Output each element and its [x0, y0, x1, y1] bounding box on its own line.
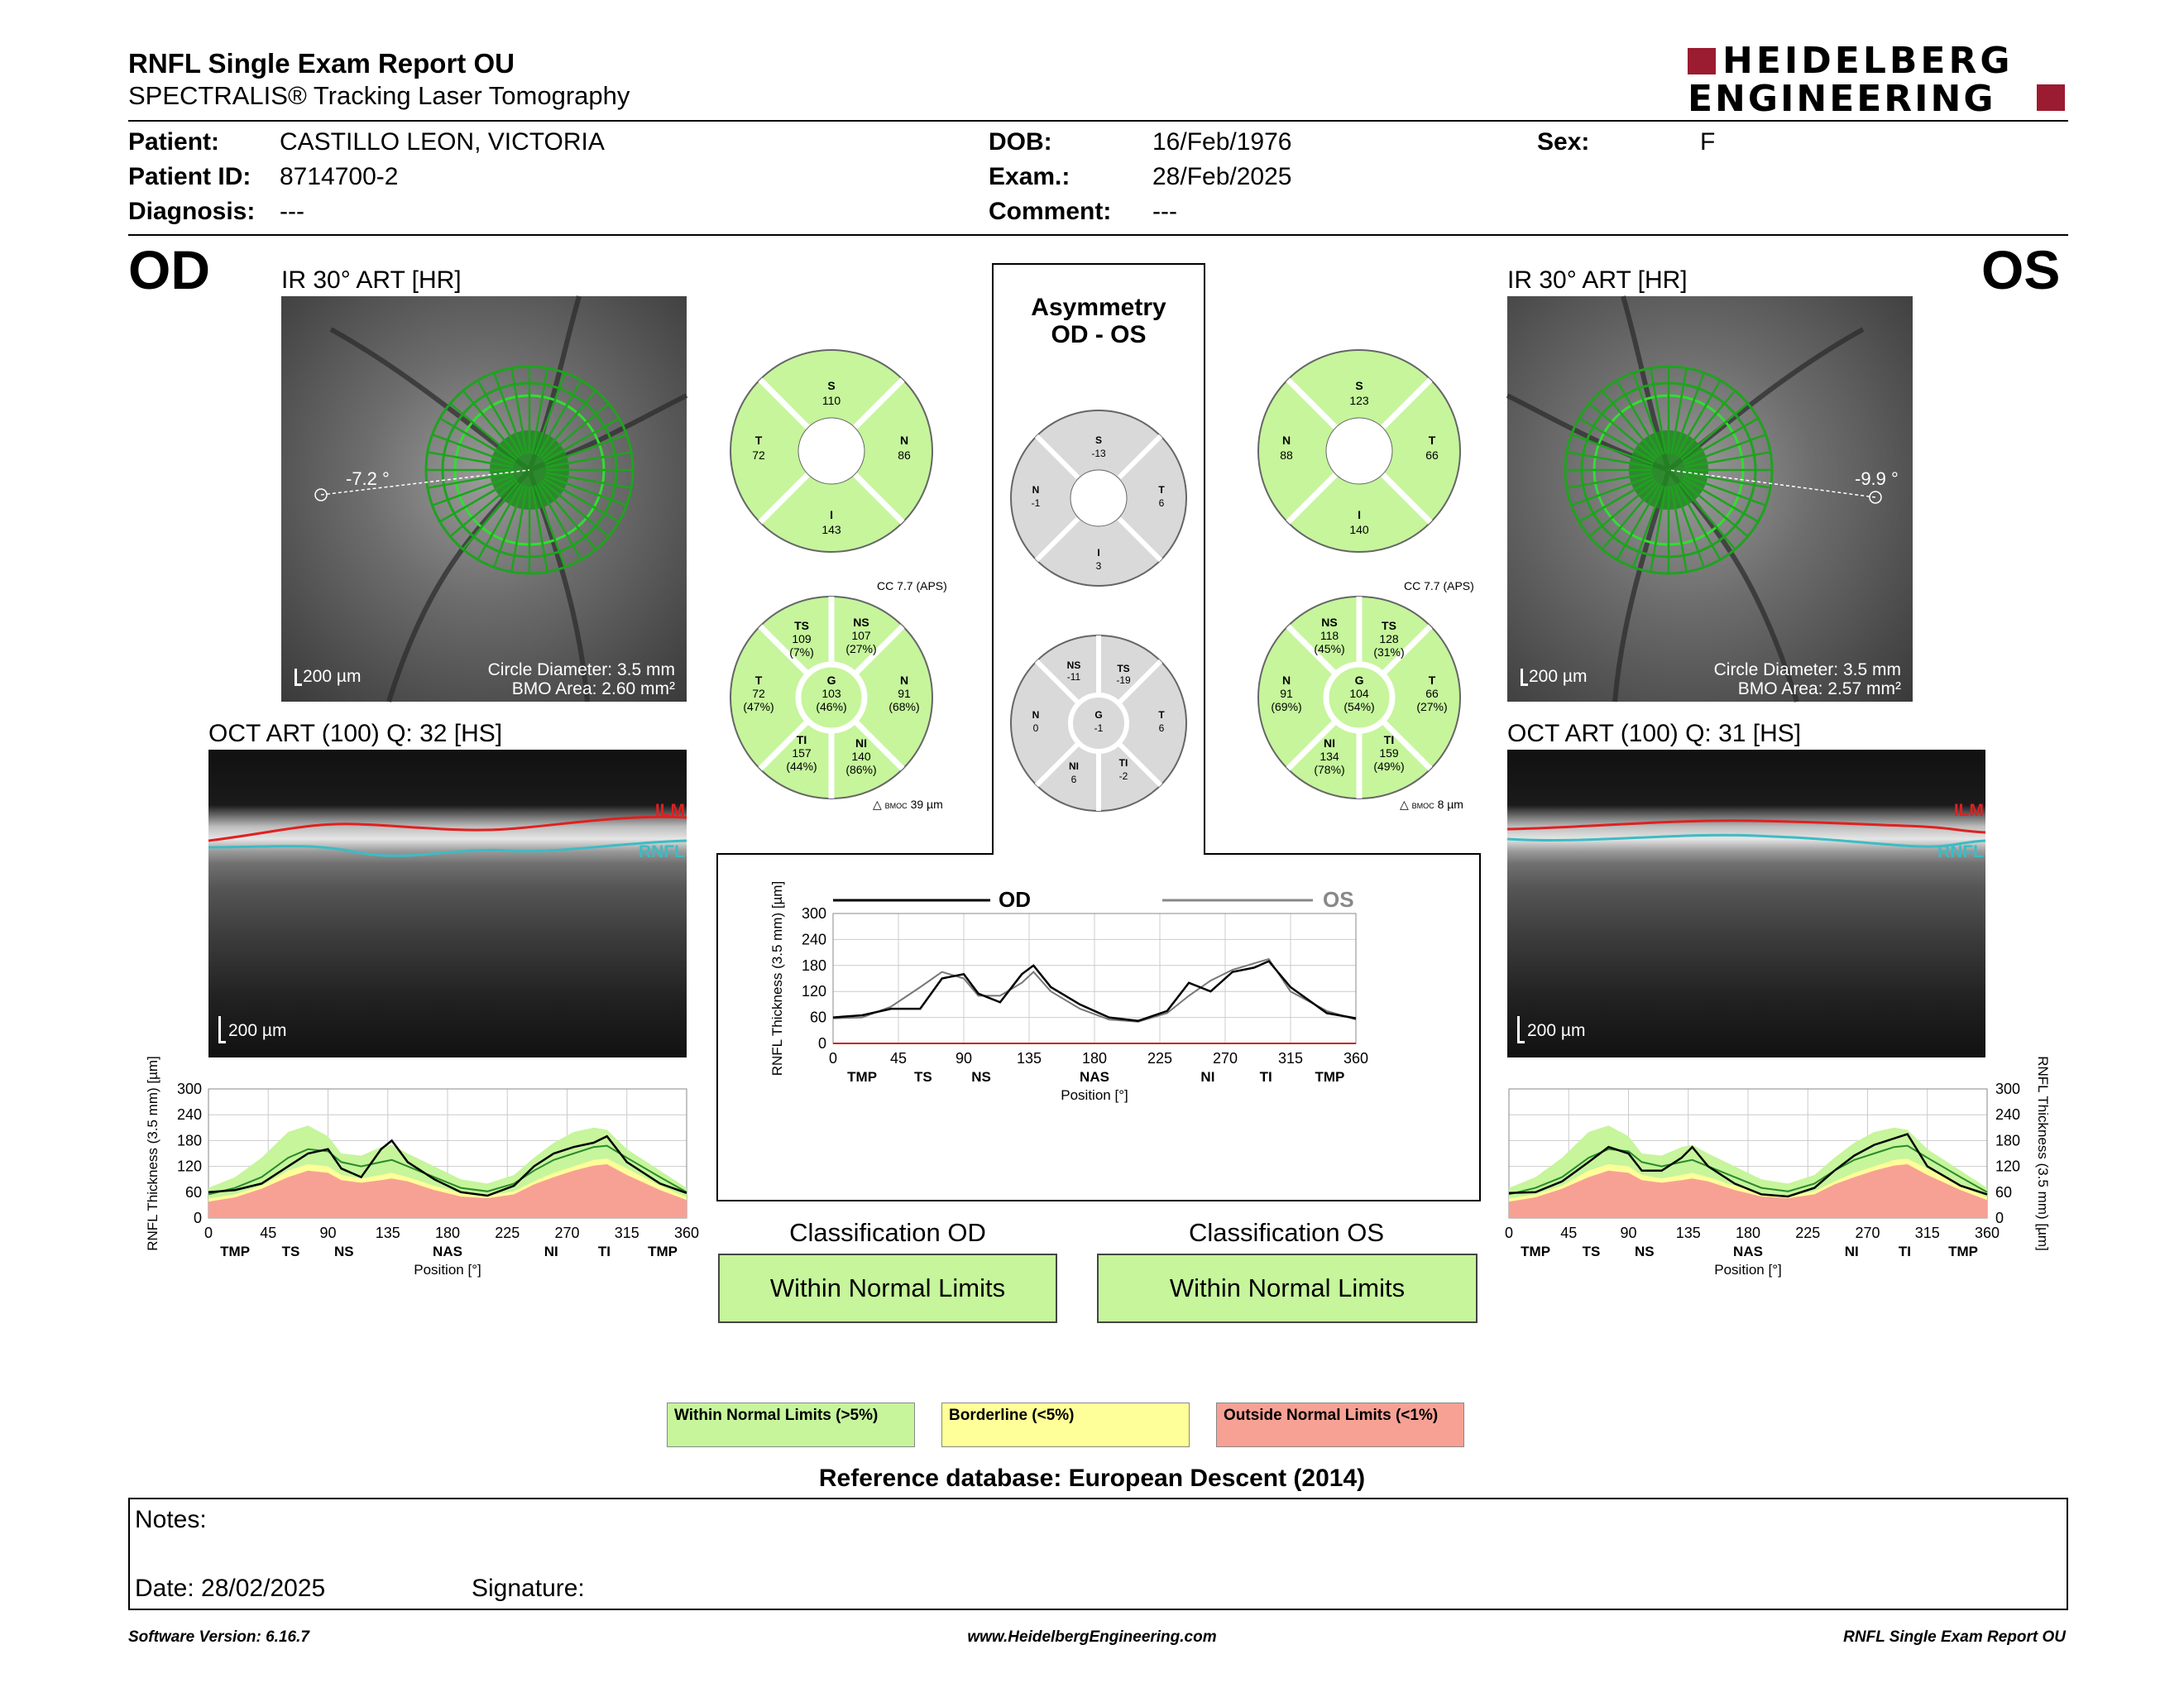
- region-label: TS: [281, 1244, 300, 1259]
- logo-square-top: [1688, 48, 1716, 74]
- asym-s-n-value: 0: [1032, 722, 1039, 734]
- region-label: NAS: [1080, 1069, 1109, 1085]
- os-q-i-label: I: [1358, 508, 1361, 521]
- os-s-ni-pct: (78%): [1314, 763, 1345, 776]
- od-s-ni-label: NI: [855, 736, 867, 750]
- od-ilm-line: [208, 817, 687, 841]
- y-tick-label: 240: [1995, 1106, 2021, 1124]
- y-axis-label: RNFL Thickness (3.5 mm) [µm]: [769, 880, 785, 1077]
- od-bmoc-triangle-icon: △: [873, 798, 882, 811]
- region-label: TMP: [1315, 1069, 1345, 1085]
- asym-q-s-label: S: [1094, 434, 1103, 446]
- x-tick-label: 225: [1147, 1050, 1173, 1067]
- os-s-ti-value: 159: [1379, 746, 1399, 760]
- heidelberg-logo: [1688, 40, 2068, 120]
- od-s-ns-pct: (27%): [845, 642, 877, 655]
- diagnosis-label: Diagnosis:: [128, 198, 256, 225]
- od-s-ni-pct: (86%): [845, 763, 877, 776]
- y-tick-label: 0: [193, 1210, 202, 1226]
- os-oct-image: [1507, 750, 1985, 1057]
- os-ilm-label: ILM: [1953, 801, 1984, 820]
- od-rnfl-line: [208, 841, 687, 856]
- os-oct-scale: 200 µm: [1527, 1021, 1586, 1040]
- od-scale-bar: [295, 669, 302, 686]
- os-s-g-label: G: [1354, 674, 1364, 687]
- sex-value: F: [1700, 128, 1716, 156]
- x-tick-label: 315: [1277, 1050, 1304, 1067]
- region-label: NAS: [433, 1244, 462, 1259]
- od-bmoc-word: BMOC: [884, 802, 908, 810]
- os-s-ni-value: 134: [1320, 750, 1339, 763]
- footer-report: RNFL Single Exam Report OU: [1843, 1628, 2066, 1646]
- y-tick-label: 180: [176, 1132, 202, 1149]
- report-title: RNFL Single Exam Report OU: [128, 48, 515, 79]
- x-tick-label: 90: [955, 1050, 973, 1067]
- asym-s-t-label: T: [1158, 709, 1165, 721]
- x-tick-label: 360: [1343, 1050, 1369, 1067]
- od-q-t-value: 72: [752, 448, 765, 462]
- od-q-s-value: 110: [821, 394, 841, 407]
- asym-s-ns-value: -11: [1066, 671, 1081, 683]
- x-tick-label: 0: [204, 1225, 213, 1241]
- asym-s-ti-value: -2: [1118, 770, 1128, 782]
- od-s-ns-value: 107: [851, 629, 871, 642]
- od-scale-text: 200 µm: [303, 667, 362, 686]
- os-s-ns-pct: (45%): [1314, 642, 1345, 655]
- x-tick-label: 180: [434, 1225, 461, 1241]
- od-s-t-value: 72: [752, 687, 765, 700]
- legend-within: Within Normal Limits (>5%): [667, 1403, 915, 1447]
- od-s-ni-value: 140: [851, 750, 871, 763]
- y-tick-label: 60: [1995, 1183, 2013, 1201]
- region-label: NI: [1844, 1244, 1859, 1259]
- date-label: Date: 28/02/2025: [135, 1575, 326, 1602]
- region-label: TMP: [220, 1244, 251, 1259]
- os-rnfl-label: RNFL: [1937, 842, 1984, 861]
- x-tick-label: 180: [1735, 1225, 1761, 1241]
- od-s-ts-pct: (7%): [789, 645, 814, 659]
- os-bmoc-word: BMOC: [1411, 802, 1434, 810]
- patient-id-value: 8714700-2: [280, 163, 399, 190]
- os-s-ti-label: TI: [1383, 733, 1395, 746]
- asym-s-g-value: -1: [1094, 722, 1104, 734]
- os-ir-title: IR 30° ART [HR]: [1507, 266, 1688, 294]
- legend-outside: Outside Normal Limits (<1%): [1216, 1403, 1464, 1447]
- x-tick-label: 0: [828, 1050, 838, 1067]
- asym-s-t-value: 6: [1158, 722, 1165, 734]
- notes-label: Notes:: [135, 1506, 207, 1533]
- dob-label: DOB:: [989, 128, 1052, 156]
- asym-sector-circle: [1008, 632, 1190, 814]
- os-s-t-value: 66: [1425, 687, 1439, 700]
- os-s-n-value: 91: [1280, 687, 1293, 700]
- region-label: NS: [971, 1069, 991, 1085]
- y-tick-label: 60: [184, 1183, 202, 1201]
- od-oct-scale: 200 µm: [228, 1021, 287, 1040]
- y-tick-label: 120: [1995, 1158, 2021, 1175]
- od-bmoc-value: 39 µm: [910, 798, 943, 811]
- os-q-n-value: 88: [1280, 448, 1293, 462]
- os-q-t-label: T: [1428, 434, 1436, 447]
- os-fundus-overlay: [1507, 296, 1913, 702]
- y-axis-label: RNFL Thickness (3.5 mm) [µm]: [2035, 1056, 2051, 1251]
- y-tick-label: 240: [176, 1106, 202, 1124]
- os-oct-title: OCT ART (100) Q: 31 [HS]: [1507, 720, 1802, 747]
- logo-line1: HEIDELBERG: [1722, 40, 2014, 82]
- x-axis-label: Position [°]: [1061, 1087, 1128, 1103]
- os-rnfl-chart: [1497, 1056, 2060, 1312]
- patient-value: CASTILLO LEON, VICTORIA: [280, 128, 605, 156]
- logo-line2: ENGINEERING: [1688, 78, 1996, 120]
- region-label: TI: [597, 1244, 611, 1259]
- asym-s-ni-label: NI: [1069, 760, 1079, 772]
- x-axis-label: Position [°]: [1714, 1262, 1782, 1278]
- y-tick-label: 180: [801, 957, 826, 974]
- od-s-ti-pct: (44%): [786, 760, 817, 773]
- patient-id-label: Patient ID:: [128, 163, 251, 190]
- od-ir-title: IR 30° ART [HR]: [281, 266, 462, 294]
- header-divider-bottom: [128, 234, 2068, 236]
- asym-s-ts-value: -19: [1116, 674, 1131, 686]
- x-tick-label: 135: [1016, 1050, 1042, 1067]
- asym-q-s-value: -13: [1091, 448, 1106, 459]
- os-ir-image: [1507, 296, 1913, 702]
- x-tick-label: 270: [1855, 1225, 1880, 1241]
- os-q-n-label: N: [1281, 434, 1291, 447]
- region-label: NI: [544, 1244, 558, 1259]
- od-s-t-label: T: [754, 674, 763, 687]
- os-s-ts-value: 128: [1379, 632, 1399, 645]
- od-s-t-pct: (47%): [743, 700, 774, 713]
- region-label: TMP: [1948, 1244, 1979, 1259]
- sex-label: Sex:: [1537, 128, 1590, 156]
- os-circle-diameter: Circle Diameter: 3.5 mm: [1713, 660, 1901, 679]
- os-angle-text: -9.9 °: [1855, 468, 1899, 489]
- region-label: TS: [1582, 1244, 1601, 1259]
- x-tick-label: 180: [1081, 1050, 1108, 1067]
- od-s-ti-value: 157: [792, 746, 812, 760]
- os-oct-scale-bar: [1517, 1016, 1525, 1043]
- x-tick-label: 135: [375, 1225, 400, 1241]
- region-label: NS: [1634, 1244, 1655, 1259]
- od-ir-image: [281, 296, 687, 702]
- od-q-i-label: I: [830, 508, 833, 521]
- region-label: TMP: [648, 1244, 678, 1259]
- comment-value: ---: [1152, 198, 1177, 225]
- os-classification-box: Within Normal Limits: [1097, 1254, 1478, 1323]
- footer-website: www.HeidelbergEngineering.com: [967, 1628, 1217, 1646]
- report-subtitle: SPECTRALIS® Tracking Laser Tomography: [128, 81, 630, 110]
- os-bmoc-triangle-icon: △: [1400, 798, 1409, 811]
- y-axis-label: RNFL Thickness (3.5 mm) [µm]: [145, 1056, 160, 1251]
- os-bmoc-value: 8 µm: [1437, 798, 1463, 811]
- os-s-ts-label: TS: [1382, 619, 1396, 632]
- od-q-t-label: T: [754, 434, 763, 447]
- region-label: NAS: [1733, 1244, 1763, 1259]
- y-tick-label: 120: [801, 983, 826, 1000]
- od-cc-label: CC 7.7 (APS): [877, 579, 947, 592]
- x-tick-label: 360: [673, 1225, 700, 1241]
- y-tick-label: 60: [809, 1009, 826, 1026]
- od-s-ti-label: TI: [796, 733, 807, 746]
- asym-q-t-label: T: [1158, 484, 1165, 496]
- os-cc-label: CC 7.7 (APS): [1404, 579, 1474, 592]
- exam-label: Exam.:: [989, 163, 1070, 190]
- od-s-n-pct: (68%): [888, 700, 920, 713]
- x-tick-label: 45: [889, 1050, 908, 1067]
- patient-label: Patient:: [128, 128, 220, 156]
- x-tick-label: 135: [1675, 1225, 1701, 1241]
- os-s-t-pct: (27%): [1416, 700, 1448, 713]
- od-q-n-value: 86: [898, 448, 911, 462]
- x-tick-label: 270: [554, 1225, 580, 1241]
- od-oct-scale-bar: [218, 1016, 226, 1043]
- od-rnfl-label: RNFL: [639, 842, 685, 861]
- asym-s-ns-label: NS: [1066, 659, 1081, 671]
- region-label: TI: [1898, 1244, 1912, 1259]
- diagnosis-value: ---: [280, 198, 304, 225]
- x-tick-label: 315: [614, 1225, 639, 1241]
- os-s-ti-pct: (49%): [1373, 760, 1405, 773]
- od-s-ts-value: 109: [792, 632, 812, 645]
- asym-s-n-label: N: [1032, 709, 1040, 721]
- od-eye-label: OD: [128, 239, 210, 300]
- od-bmo-area: BMO Area: 2.60 mm²: [511, 679, 675, 698]
- region-label: NI: [1200, 1069, 1215, 1085]
- x-tick-label: 225: [1795, 1225, 1821, 1241]
- x-axis-label: Position [°]: [414, 1262, 481, 1278]
- legend-os-text: OS: [1323, 887, 1354, 912]
- od-classification-title: Classification OD: [789, 1218, 986, 1247]
- os-s-g-value: 104: [1349, 687, 1369, 700]
- dob-value: 16/Feb/1976: [1152, 128, 1292, 156]
- os-scale-text: 200 µm: [1529, 667, 1588, 686]
- asymmetry-title-1: Asymmetry: [1031, 294, 1166, 321]
- region-label: TMP: [1521, 1244, 1551, 1259]
- x-tick-label: 315: [1914, 1225, 1940, 1241]
- os-s-g-pct: (54%): [1343, 700, 1375, 713]
- signature-label: Signature:: [472, 1575, 585, 1602]
- os-rnfl-line: [1507, 835, 1985, 846]
- od-fundus-overlay: [281, 296, 687, 702]
- od-oct-title: OCT ART (100) Q: 32 [HS]: [208, 720, 503, 747]
- os-eye-label: OS: [1981, 239, 2061, 300]
- asym-s-ts-label: TS: [1117, 663, 1130, 674]
- od-s-ns-label: NS: [853, 616, 869, 629]
- x-tick-label: 90: [319, 1225, 337, 1241]
- legend-borderline: Borderline (<5%): [941, 1403, 1190, 1447]
- x-tick-label: 360: [1974, 1225, 2000, 1241]
- od-oct-overlay: [208, 750, 687, 1057]
- header-divider-top: [128, 120, 2068, 122]
- od-ilm-label: ILM: [654, 801, 685, 820]
- logo-square-bottom: [2037, 84, 2065, 111]
- comment-label: Comment:: [989, 198, 1112, 225]
- od-q-s-label: S: [827, 379, 836, 392]
- os-s-ns-value: 118: [1320, 629, 1339, 642]
- od-s-g-value: 103: [821, 687, 841, 700]
- od-s-n-value: 91: [898, 687, 911, 700]
- notes-box[interactable]: [128, 1498, 2068, 1610]
- os-s-ts-pct: (31%): [1373, 645, 1405, 659]
- y-tick-label: 300: [1995, 1081, 2021, 1097]
- od-rnfl-chart: [132, 1056, 700, 1312]
- os-q-s-label: S: [1355, 379, 1363, 392]
- asym-quadrant-circle: [1008, 407, 1190, 589]
- y-tick-label: 300: [176, 1081, 202, 1097]
- y-tick-label: 0: [1995, 1210, 2004, 1226]
- asym-s-ni-value: 6: [1070, 774, 1077, 785]
- asym-q-n-value: -1: [1031, 497, 1041, 509]
- region-label: TMP: [847, 1069, 878, 1085]
- region-label: TS: [913, 1069, 932, 1085]
- x-tick-label: 0: [1504, 1225, 1514, 1241]
- od-s-g-pct: (46%): [816, 700, 847, 713]
- asym-q-i-label: I: [1097, 547, 1100, 559]
- asym-q-i-value: 3: [1095, 560, 1102, 572]
- os-ilm-line: [1507, 821, 1985, 832]
- x-tick-label: 90: [1620, 1225, 1637, 1241]
- os-q-t-value: 66: [1425, 448, 1439, 462]
- asym-q-t-value: 6: [1158, 497, 1165, 509]
- asym-s-g-label: G: [1094, 709, 1103, 721]
- y-tick-label: 0: [817, 1035, 826, 1052]
- od-oct-image: [208, 750, 687, 1057]
- asym-s-ti-label: TI: [1118, 757, 1128, 769]
- y-tick-label: 240: [801, 931, 826, 948]
- region-label: TI: [1259, 1069, 1272, 1085]
- footer-software: Software Version: 6.16.7: [128, 1628, 309, 1646]
- os-s-n-pct: (69%): [1271, 700, 1302, 713]
- comparison-rnfl-chart: [757, 879, 1386, 1135]
- os-s-n-label: N: [1281, 674, 1291, 687]
- os-q-s-value: 123: [1349, 394, 1369, 407]
- os-s-ns-label: NS: [1321, 616, 1338, 629]
- od-q-i-value: 143: [821, 523, 841, 536]
- asym-q-n-label: N: [1032, 484, 1040, 496]
- y-tick-label: 180: [1995, 1132, 2021, 1149]
- x-tick-label: 45: [260, 1225, 277, 1241]
- os-s-ni-label: NI: [1324, 736, 1335, 750]
- os-scale-bar: [1521, 669, 1528, 686]
- region-label: NS: [333, 1244, 354, 1259]
- od-angle-text: -7.2 °: [346, 468, 390, 489]
- x-tick-label: 225: [495, 1225, 520, 1241]
- od-s-g-label: G: [826, 674, 836, 687]
- od-s-ts-label: TS: [794, 619, 809, 632]
- os-bmo-area: BMO Area: 2.57 mm²: [1737, 679, 1901, 698]
- y-tick-label: 300: [801, 905, 826, 922]
- od-classification-box: Within Normal Limits: [718, 1254, 1057, 1323]
- od-s-n-label: N: [899, 674, 909, 687]
- exam-value: 28/Feb/2025: [1152, 163, 1292, 190]
- x-tick-label: 270: [1212, 1050, 1238, 1067]
- os-s-t-label: T: [1428, 674, 1436, 687]
- asymmetry-title-2: OD - OS: [1051, 321, 1147, 348]
- od-circle-diameter: Circle Diameter: 3.5 mm: [487, 660, 675, 679]
- od-q-n-label: N: [899, 434, 909, 447]
- os-q-i-value: 140: [1349, 523, 1369, 536]
- legend-od-text: OD: [999, 887, 1031, 912]
- x-tick-label: 45: [1560, 1225, 1578, 1241]
- reference-database: Reference database: European Descent (2014): [818, 1465, 1366, 1492]
- os-oct-overlay: [1507, 750, 1985, 1057]
- y-tick-label: 120: [176, 1158, 202, 1175]
- os-classification-title: Classification OS: [1188, 1218, 1385, 1247]
